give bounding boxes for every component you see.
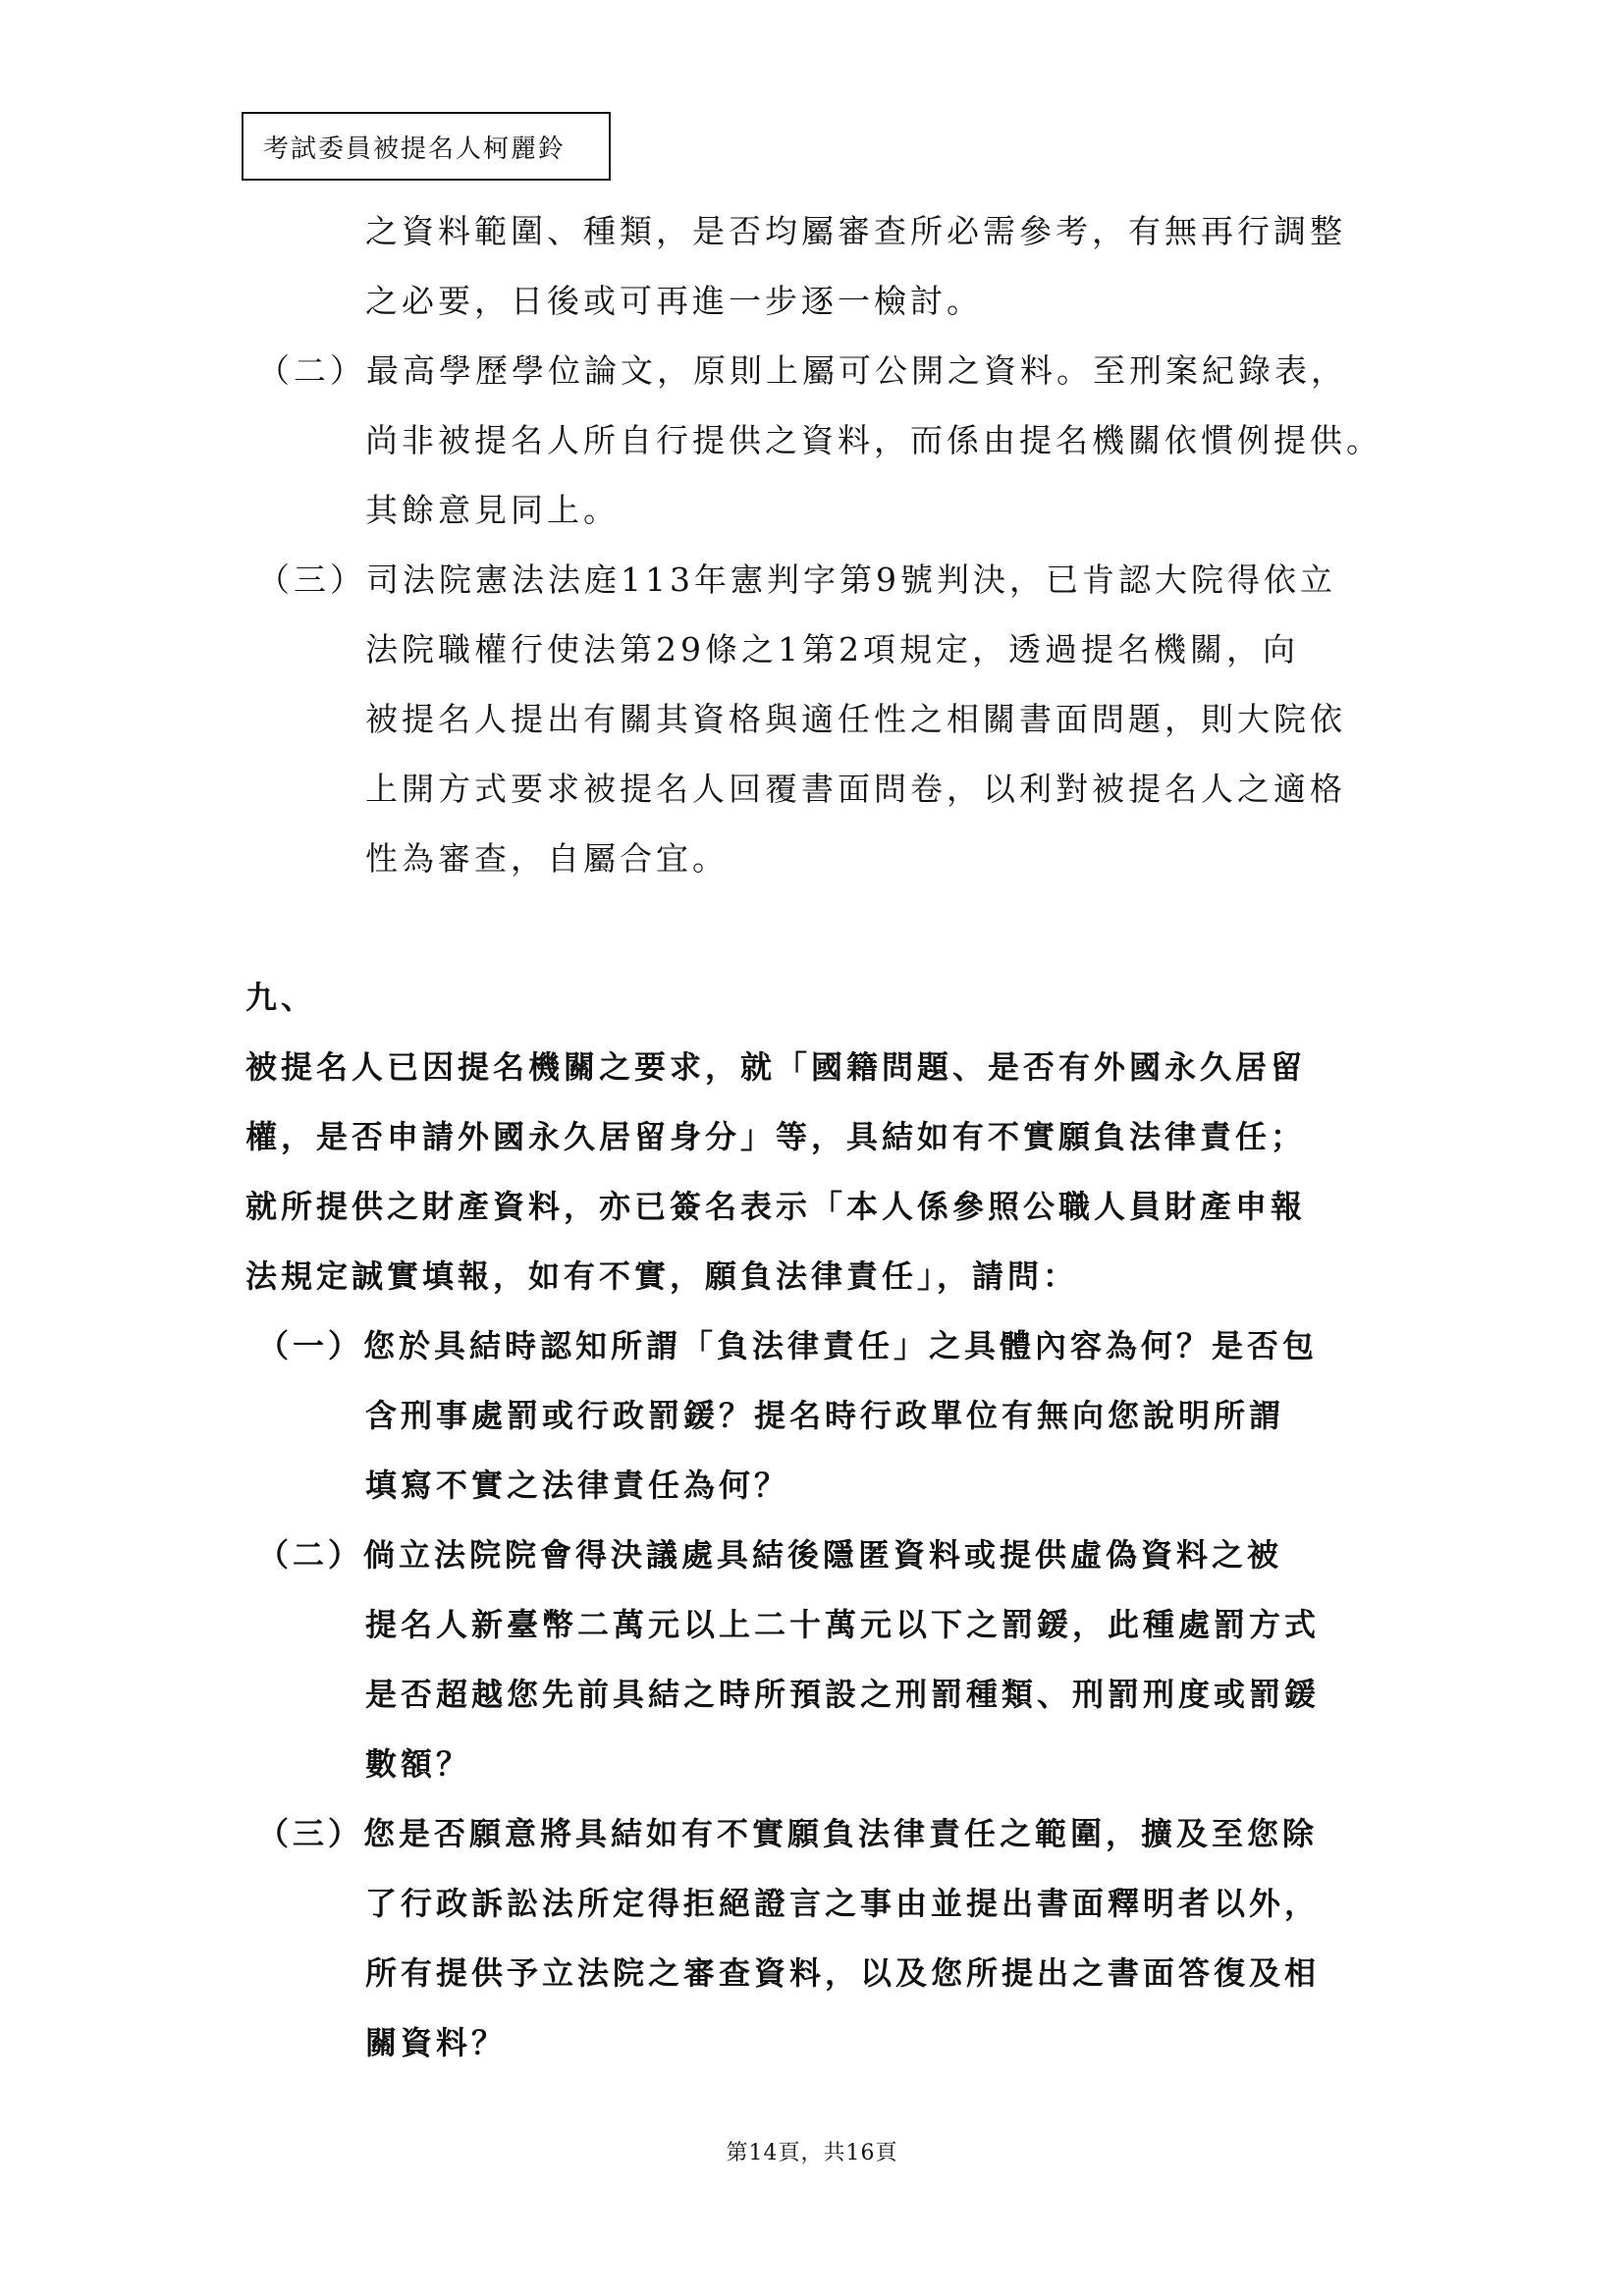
body-line: 被提名人提出有關其資格與適任性之相關書面問題，則大院依	[365, 700, 1346, 738]
question-line: 提名人新臺幣二萬元以上二十萬元以下之罰鍰，此種處罰方式	[365, 1606, 1321, 1643]
question-line: 是否超越您先前具結之時所預設之刑罰種類、刑罰刑度或罰鍰	[365, 1676, 1321, 1713]
page-number: 第14頁，共16頁	[726, 2141, 898, 2165]
body-line: 尚非被提名人所自行提供之資料，而係由提名機關依慣例提供。	[365, 421, 1382, 459]
question-item-3: （三）您是否願意將具結如有不實願負法律責任之範圍，擴及至您除	[257, 1815, 1319, 1852]
body-line: 上開方式要求被提名人回覆書面問卷，以利對被提名人之適格	[365, 770, 1346, 808]
header-title: 考試委員被提名人柯麗鈴	[263, 133, 567, 164]
body-line-item-3: （三）司法院憲法法庭113年憲判字第9號判決，已肯認大院得依立	[257, 561, 1336, 599]
question-line: 所有提供予立法院之審查資料，以及您所提出之書面答復及相	[365, 1954, 1321, 1992]
question-line: 法規定誠實填報，如有不實，願負法律責任」，請問：	[245, 1257, 1079, 1295]
body-line: 其餘意見同上。	[365, 491, 620, 529]
body-line: 法院職權行使法第29條之1第2項規定，透過提名機關，向	[365, 630, 1299, 668]
question-line: 關資料？	[365, 2024, 508, 2061]
body-line: 之資料範圍、種類，是否均屬審查所必需參考，有無再行調整	[365, 212, 1346, 250]
section-heading: 九、	[245, 979, 317, 1016]
body-line-item-2: （二）最高學歷學位論文，原則上屬可公開之資料。至刑案紀錄表，	[257, 351, 1347, 390]
question-line: 填寫不實之法律責任為何？	[365, 1467, 790, 1504]
question-line: 就所提供之財產資料，亦已簽名表示「本人係參照公職人員財產申報	[245, 1188, 1307, 1225]
body-line: 之必要，日後或可再進一步逐一檢討。	[365, 282, 983, 320]
question-line: 含刑事處罰或行政罰鍰？提名時行政單位有無向您說明所謂	[365, 1397, 1285, 1434]
question-item-1: （一）您於具結時認知所謂「負法律責任」之具體內容為何？是否包	[257, 1327, 1319, 1364]
question-line: 權，是否申請外國永久居留身分」等，具結如有不實願負法律責任；	[245, 1118, 1307, 1155]
question-item-2: （二）倘立法院院會得決議處具結後隱匿資料或提供虛偽資料之被	[257, 1536, 1283, 1574]
body-line: 性為審查，自屬合宜。	[365, 839, 729, 878]
question-line: 被提名人已因提名機關之要求，就「國籍問題、是否有外國永久居留	[245, 1048, 1307, 1086]
document-header-box	[242, 112, 611, 181]
question-line: 了行政訴訟法所定得拒絕證言之事由並提出書面釋明者以外，	[365, 1885, 1321, 1922]
question-line: 數額？	[365, 1745, 472, 1783]
